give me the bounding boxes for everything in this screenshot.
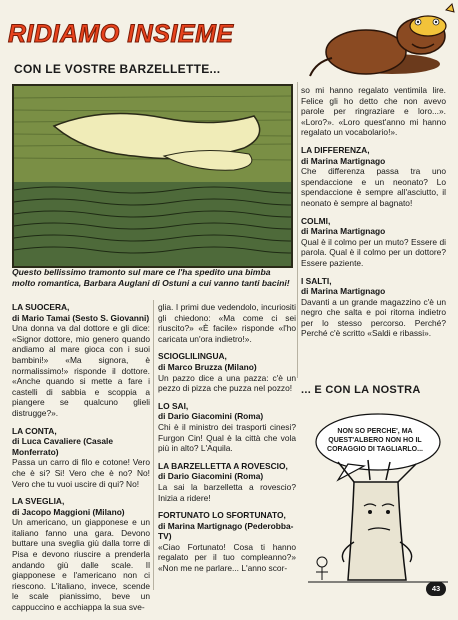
joke: [158, 351, 296, 393]
joke-title: LA BARZELLETTA A ROVESCIO,: [158, 460, 288, 471]
joke-text: glia. I primi due vedendolo, incuriositi gli chiedono: «Ma come ci sei riuscito?» «È facile» risponde «l'ho caricata un'ora indietro!».: [158, 302, 296, 344]
joke-text: Chi è il ministro dei trasporti cinesi? Furgon Cin! Qual è la città che vola più in alto? L'Aquila.: [158, 421, 296, 454]
joke-title: LA SUOCERA,: [12, 302, 70, 312]
column-divider: [297, 82, 298, 378]
joke-author: di Jacopo Maggioni (Milano): [12, 506, 125, 517]
joke-author: di Marina Martignago (Pederobba-TV): [158, 520, 294, 542]
page-number: 43: [426, 582, 446, 596]
joke-author: di Dario Giacomini (Roma): [158, 471, 264, 482]
joke-title: I SALTI,: [301, 275, 332, 286]
column-3: [301, 85, 446, 346]
joke: [301, 276, 446, 340]
joke-author: di Marina Martignago: [301, 155, 386, 166]
column-1: [12, 302, 150, 620]
joke-text: Un pazzo dice a una pazza: c'è un pezzo di pizza che puzza nel pozzo!: [158, 372, 296, 394]
joke-title: LA DIFFERENZA,: [301, 144, 370, 155]
joke-text: La sai la barzelletta a rovescio? Inizia a ridere!: [158, 481, 296, 503]
joke-author: di Mario Tamai (Sesto S. Giovanni): [12, 312, 150, 323]
joke: [12, 302, 150, 419]
artwork-caption: Questo bellissimo tramonto sul mare ce l'ha spedito una bimba molto romantica, Barbara Auglani di Ostuni a cui vanno tanti bacini!: [12, 267, 290, 288]
speech-bubble-text: NON SO PERCHE', MA QUEST'ALBERO NON HO IL CORAGGIO DI TAGLIARLO...: [327, 428, 423, 453]
joke-text: Passa un carro di filo e cotone! Vero che è si? Si! Vero che è no? No! Vero che tu vuoi uscire di qui? No!: [12, 457, 150, 489]
joke: [158, 461, 296, 503]
joke-continuation: [301, 85, 446, 138]
joke: [301, 216, 446, 269]
joke-author: di Marco Bruzza (Milano): [158, 361, 257, 372]
joke-title: FORTUNATO LO SFORTUNATO,: [158, 510, 286, 521]
joke-title: COLMI,: [301, 215, 331, 226]
joke-text: Davanti a un grande magazzino c'è un negro che salta e poi ritorna indietro per lo stesso percorso. Perché? Perché c'è scritto «Saldi e ribassi».: [301, 296, 446, 339]
joke-author: di Marina Martignago: [301, 286, 386, 297]
joke-continuation: [158, 302, 296, 344]
joke-title: LA CONTA,: [12, 425, 57, 436]
joke: [158, 401, 296, 454]
joke-author: di Luca Cavaliere (Casale Monferrato): [12, 436, 114, 457]
section-subtitle: CON LE VOSTRE BARZELLETTE...: [14, 62, 221, 76]
joke-text: Un americano, un giapponese e un italiano fanno una gara. Devono buttare una sveglia giù dalla torre di Pisa e devono riuscire a prenderla andando giù dalle scale. Il giapponese e l'americano non ci riescono. L'italiano, invece, scende le scale pianissimo, beve un cappuccino e acchiappa la sua sve-: [12, 517, 150, 613]
joke-author: di Marina Martignago: [301, 226, 386, 237]
joke-author: di Dario Giacomini (Roma): [158, 411, 264, 422]
joke: [12, 426, 150, 490]
sunset-drawing: [12, 84, 293, 268]
column-2: [158, 302, 296, 581]
joke: [301, 145, 446, 209]
joke-text: so mi hanno regalato ventimila lire. Felice gli ho detto che non avevo parole per ringraziare e loro...». «Loro?». «Loro quest'anno mi hanno regalato un vocabolario!».: [301, 85, 446, 138]
joke-text: Qual è il colmo per un muto? Essere di parola. Qual è il colmo per un dottore? Essere paziente.: [301, 236, 446, 268]
joke-text: Che differenza passa tra uno spendaccione e un neonato? Lo spendaccione è sempre all'asciutto, il neonato è sempre al bagnato!: [301, 166, 446, 208]
sunset-drawing-svg: [14, 86, 291, 266]
joke: [158, 510, 296, 574]
joke-title: SCIOGLILINGUA,: [158, 351, 227, 362]
page-title: RIDIAMO INSIEME: [8, 20, 234, 48]
column-divider: [153, 300, 154, 590]
joke: [12, 496, 150, 613]
joke-title: LO SAI,: [158, 400, 189, 411]
joke-text: «Ciao Fortunato! Cosa ti hanno regalato per il tuo compleanno?» «Non me ne parlare... L'anno scor-: [158, 541, 296, 574]
joke-text: Una donna va dal dottore e gli dice: «Signor dottore, mio genero quando andiamo al mare gioca con i suoi bambini!» «Ma signora, è normalissimo!» risponde il dottore. «Anche quando si mette a fare i castelli di sabbia e scoppia a piangere se qualcuno glieli distrugge?».: [12, 323, 150, 418]
section-heading: ... E CON LA NOSTRA: [301, 384, 421, 396]
mascot-illustration: [296, 2, 458, 80]
joke-title: LA SVEGLIA,: [12, 496, 65, 507]
